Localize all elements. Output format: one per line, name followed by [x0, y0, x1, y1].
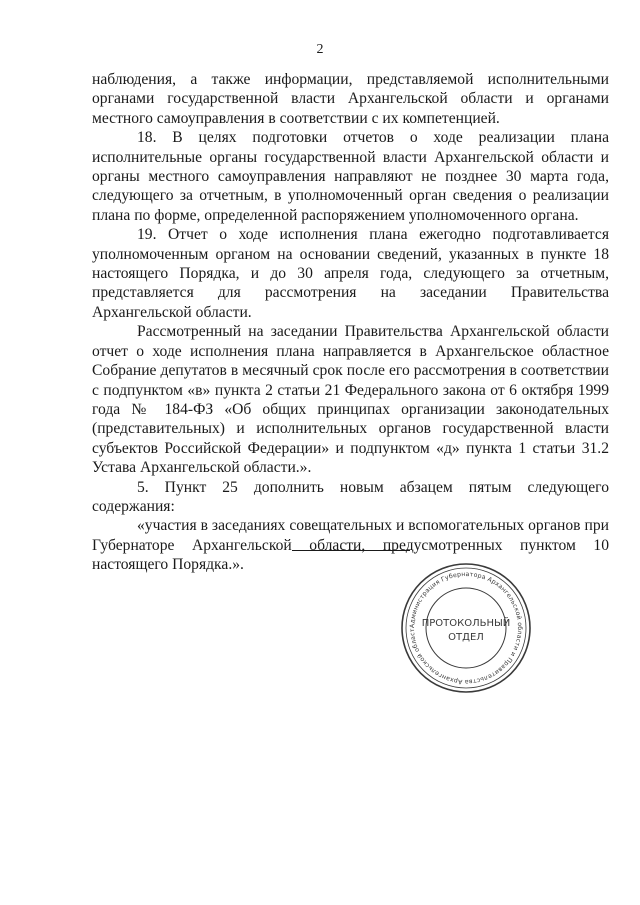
- stamp-center-line-2: ОТДЕЛ: [448, 632, 484, 643]
- document-body: [92, 70, 609, 575]
- paragraph-quoted-addition: «участия в заседаниях совещательных и вспомогательных органов при Губернаторе Архангельской области, предусмотренных пунктом 10 настоящего Порядка.».: [92, 517, 609, 574]
- paragraph-continuation: наблюдения, а также информации, представляемой исполнительными органами государственной власти Архангельской области и органами местного самоуправления в соответствии с их компетенцией.: [92, 71, 609, 127]
- paragraph-item-19: 19. Отчет о ходе исполнения плана ежегодно подготавливается уполномоченным органом на основании сведений, указанных в пункте 18 настоящего Порядка, и до 30 апреля года, следующего за отчетным, представляется для рассмотрения на заседании Правительства Архангельской области.: [92, 226, 609, 321]
- paragraph-report-referral: Рассмотренный на заседании Правительства Архангельской области отчет о ходе исполнения плана направляется в Архангельское областное Собрание депутатов в месячный срок после его рассмотрения в соответствии с подпунктом «в» пункта 2 статьи 21 Федерального закона от 6 октября 1999 года № 184-ФЗ «Об общих принципах организации законодательных (представительных) и исполнительных органов государственной власти субъектов Российской Федерации» и подпунктом «д» пункта 1 статьи 31.2 Устава Архангельской области.».: [92, 323, 609, 477]
- paragraph-item-18: 18. В целях подготовки отчетов о ходе реализации плана исполнительные органы государственной власти Архангельской области и органы местного самоуправления направляют не позднее 30 марта года, следующего за отчетным, в уполномоченный орган сведения о реализации плана по форме, определенной распоряжением уполномоченного органа.: [92, 129, 609, 224]
- page-number: 2: [316, 42, 324, 57]
- closing-separator-line: [292, 550, 410, 551]
- paragraph-amendment-5: 5. Пункт 25 дополнить новым абзацем пятым следующего содержания:: [92, 478, 609, 515]
- stamp-center-line-1: ПРОТОКОЛЬНЫЙ: [421, 618, 511, 629]
- stamp-ring-textpath: Администрация Губернатора Архангельской области и Правительства Архангельской област: [408, 570, 524, 686]
- stamp-seal-graphic: [398, 560, 534, 696]
- protocol-department-stamp: [398, 560, 534, 696]
